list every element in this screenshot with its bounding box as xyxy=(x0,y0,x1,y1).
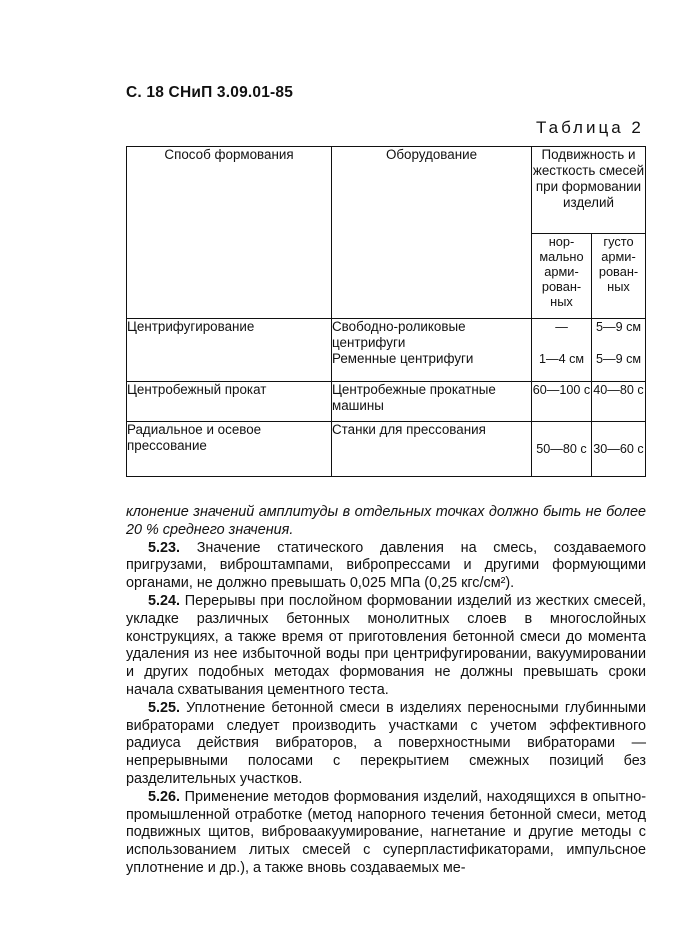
paragraph-number: 5.25. xyxy=(148,699,181,716)
cell-normal xyxy=(532,319,592,382)
paragraph-5-24 xyxy=(126,593,646,700)
cell-equipment: Станки для прессования xyxy=(332,422,532,477)
paragraph-text: Уплотнение бетонной смеси в изделиях переносными глубинными вибраторами следует производить участками с учетом эффективного радиуса действия вибраторов, а поверхностными вибраторами — непрерывными полосами с перекрытием смежных позиций без разделительных участков. xyxy=(126,699,646,787)
paragraph-text: Значение статического давления на смесь, создаваемого пригрузами, виброштампами, вибропрессами и другими формующими органами, не должно превышать 0,025 МПа (0,25 кгс/см²). xyxy=(126,539,646,592)
paragraph-number: 5.24. xyxy=(148,592,181,609)
cell-dense xyxy=(592,319,646,382)
cell-normal: 50—80 с xyxy=(532,422,592,477)
table-row xyxy=(127,382,646,422)
table-row xyxy=(127,319,646,382)
cell-equipment-line: Свободно-роликовые центрифуги xyxy=(332,319,466,350)
paragraph-5-23 xyxy=(126,540,646,593)
header-equipment: Оборудование xyxy=(332,147,532,319)
cell-value: 5—9 см xyxy=(595,352,642,366)
cell-normal: 60—100 с xyxy=(532,382,592,422)
cell-method: Центрифугирование xyxy=(127,319,332,382)
cell-method: Радиальное и осевое прессование xyxy=(127,422,332,477)
table-header-row xyxy=(127,147,646,234)
cell-equipment: Центробежные прокатные машины xyxy=(332,382,532,422)
cell-dense: 30—60 с xyxy=(592,422,646,477)
cell-equipment xyxy=(332,319,532,382)
header-dense-reinforced: густо арми-рован-ных xyxy=(592,234,646,319)
header-method: Способ формования xyxy=(127,147,332,319)
table-row xyxy=(127,422,646,477)
cell-equipment-line: Ременные центрифуги xyxy=(332,351,474,366)
paragraph-number: 5.26. xyxy=(148,788,181,805)
cell-value: 1—4 см xyxy=(538,352,585,366)
cell-method: Центробежный прокат xyxy=(127,382,332,422)
header-mobility-group: Подвижность и жесткость смесей при формовании изделий xyxy=(532,147,646,234)
paragraph-text: Применение методов формования изделий, находящихся в опытно-промышленной отработке (метод напорного течения бетонной смеси, метод подвижных щитов, виброваакуумирование, нагнетание и другие методы с использованием литых смесей с суперпластификаторами, импульсное уплотнение и др.), а также вновь создаваемых ме- xyxy=(126,788,646,876)
body-text xyxy=(126,504,646,878)
table-caption: Таблица 2 xyxy=(536,118,644,137)
cell-value: 5—9 см xyxy=(595,320,642,334)
running-head: С. 18 СНиП 3.09.01-85 xyxy=(126,84,294,101)
paragraph-5-25 xyxy=(126,700,646,789)
spec-table xyxy=(126,146,646,477)
header-normal-reinforced: нор-мально арми-рован-ных xyxy=(532,234,592,319)
cell-dense: 40—80 с xyxy=(592,382,646,422)
paragraph-text: Перерывы при послойном формовании изделий из жестких смесей, укладке различных бетонных монолитных слоев в многослойных конструкциях, а также время от приготовления бетонной смеси до момента удаления из нее избыточной воды при центрифугировании, вакуумировании и других подобных методах формования не должны превышать сроки начала схватывания цементного теста. xyxy=(126,592,646,698)
lead-paragraph: клонение значений амплитуды в отдельных точках должно быть не более 20 % среднего значения. xyxy=(126,504,646,538)
paragraph-5-26 xyxy=(126,789,646,878)
cell-value: — xyxy=(555,320,568,334)
paragraph-number: 5.23. xyxy=(148,539,181,556)
